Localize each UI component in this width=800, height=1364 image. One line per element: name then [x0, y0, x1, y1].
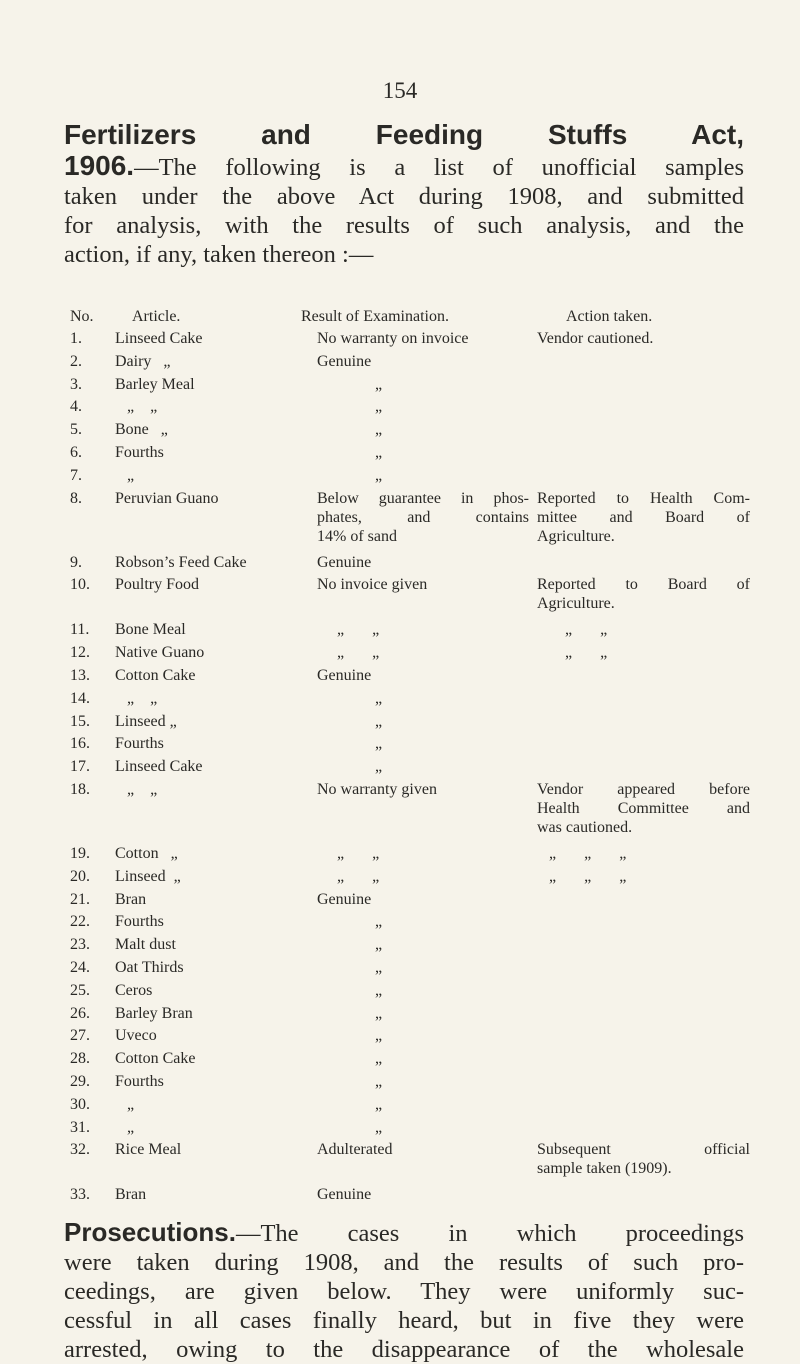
table-row: [70, 712, 750, 735]
table-row: [70, 1185, 750, 1208]
prosecutions-paragraph: [64, 1218, 744, 1364]
table-row: [70, 981, 750, 1004]
row-result: „: [375, 466, 383, 484]
row-number: 12.: [70, 644, 90, 662]
table-row: [70, 890, 750, 913]
header-article: Article.: [132, 308, 181, 325]
intro-line-3: taken under the above Act during 1908, and submitted: [64, 183, 744, 210]
row-number: 4.: [70, 398, 82, 416]
row-article: „ „: [115, 689, 158, 707]
prosecutions-heading: Prosecutions.: [64, 1217, 236, 1247]
row-number: 13.: [70, 666, 90, 684]
row-article: Malt dust: [115, 936, 176, 954]
page-number: 154: [382, 78, 418, 103]
row-number: 2.: [70, 352, 82, 370]
samples-table: [70, 307, 750, 1208]
row-result: No invoice given: [317, 576, 428, 594]
row-number: 10.: [70, 576, 90, 594]
row-article: „ „: [115, 398, 158, 416]
row-article: Fourths: [115, 443, 164, 461]
row-result: „: [375, 913, 383, 931]
table-row: [70, 397, 750, 420]
prosecutions-line-1: [64, 1218, 744, 1248]
row-article: Dairy „: [115, 352, 171, 370]
row-number: 31.: [70, 1118, 90, 1136]
table-row: [70, 1095, 750, 1118]
table-row: [70, 666, 750, 689]
row-number: 30.: [70, 1095, 90, 1113]
row-article: Linseed Cake: [115, 758, 203, 776]
row-action: Vendor appeared before Health Committee and was cautioned.: [537, 780, 750, 836]
table-row: [70, 329, 750, 352]
table-row: [70, 466, 750, 489]
row-number: 9.: [70, 553, 82, 571]
row-result: „: [375, 1118, 383, 1136]
row-number: 18.: [70, 780, 90, 798]
row-article: Cotton Cake: [115, 666, 196, 684]
row-article: Cotton Cake: [115, 1050, 196, 1068]
intro-line-1: [64, 120, 744, 151]
row-result: „ „: [317, 844, 380, 862]
row-result: „ „: [317, 867, 380, 885]
table-row: [70, 1072, 750, 1095]
row-article: Uveco: [115, 1027, 157, 1045]
row-number: 15.: [70, 712, 90, 730]
row-result: „: [375, 375, 383, 393]
row-result: „: [375, 689, 383, 707]
row-action: Vendor cautioned.: [537, 330, 654, 347]
row-result: „: [375, 398, 383, 416]
row-number: 17.: [70, 758, 90, 776]
table-row: [70, 844, 750, 867]
row-number: 29.: [70, 1072, 90, 1090]
prosecutions-line-3: ceedings, are given below. They were uniformly suc-: [64, 1278, 744, 1305]
row-result: No warranty given: [317, 780, 437, 798]
row-article: Bran: [115, 890, 147, 908]
row-result: „: [375, 981, 383, 999]
row-article: Fourths: [115, 913, 164, 931]
row-article: Linseed „: [115, 712, 177, 730]
row-number: 7.: [70, 466, 82, 484]
table-row: [70, 912, 750, 935]
header-action: Action taken.: [566, 308, 653, 325]
table-row: [70, 643, 750, 666]
row-article: Linseed Cake: [115, 330, 203, 347]
row-number: 11.: [70, 621, 90, 639]
row-number: 5.: [70, 421, 82, 439]
table-row: [70, 352, 750, 375]
table-row: [70, 1049, 750, 1072]
table-row: [70, 757, 750, 780]
row-result: Genuine: [317, 666, 372, 684]
row-number: 1.: [70, 330, 82, 347]
prosecutions-line-5: arrested, owing to the disappearance of the wholesale: [64, 1336, 744, 1363]
row-article: Bran: [115, 1186, 147, 1204]
row-result: „: [375, 421, 383, 439]
row-result: „: [375, 758, 383, 776]
intro-line-4: for analysis, with the results of such analysis, and the: [64, 212, 744, 239]
row-article: Cotton „: [115, 844, 178, 862]
row-article: Bone „: [115, 421, 168, 439]
row-number: 24.: [70, 958, 90, 976]
row-article: Linseed „: [115, 867, 181, 885]
row-result: „: [375, 1050, 383, 1068]
table-row: [70, 420, 750, 443]
row-article: Robson’s Feed Cake: [115, 553, 247, 571]
row-action: Subsequent official sample taken (1909).: [537, 1141, 750, 1178]
row-number: 6.: [70, 443, 82, 461]
row-result: Genuine: [317, 553, 372, 571]
row-action: „ „: [537, 621, 608, 639]
intro-paragraph: [64, 120, 744, 269]
row-article: Poultry Food: [115, 576, 200, 594]
row-article: Native Guano: [115, 644, 205, 662]
row-result: No warranty on invoice: [317, 330, 469, 347]
table-row: [70, 1004, 750, 1027]
row-action: „ „ „: [537, 867, 627, 885]
row-result: Adulterated: [317, 1141, 393, 1159]
row-result: „: [375, 1004, 383, 1022]
row-number: 16.: [70, 735, 90, 753]
table-row: [70, 734, 750, 757]
intro-line-2: [64, 151, 744, 182]
row-article: „ „: [115, 780, 158, 798]
row-result: „ „: [317, 644, 380, 662]
row-article: „: [115, 1118, 135, 1136]
row-action: Reported to Board of Agriculture.: [537, 576, 750, 613]
row-number: 23.: [70, 936, 90, 954]
row-number: 3.: [70, 375, 82, 393]
header-result: Result of Examination.: [301, 308, 449, 325]
table-row: [70, 1118, 750, 1141]
row-number: 26.: [70, 1004, 90, 1022]
row-result: „: [375, 936, 383, 954]
row-result: „: [375, 1072, 383, 1090]
prosecutions-line-2: were taken during 1908, and the results of such pro-: [64, 1249, 744, 1276]
row-article: „: [115, 1095, 135, 1113]
row-result: Genuine: [317, 890, 372, 908]
row-result: Genuine: [317, 1186, 372, 1204]
row-article: „: [115, 466, 135, 484]
table-row: [70, 575, 750, 620]
table-row: [70, 780, 750, 844]
row-article: Barley Bran: [115, 1004, 193, 1022]
row-number: 21.: [70, 890, 90, 908]
row-result: „: [375, 443, 383, 461]
row-number: 28.: [70, 1050, 90, 1068]
row-number: 19.: [70, 844, 90, 862]
row-result: „: [375, 958, 383, 976]
table-row: [70, 375, 750, 398]
row-action: „ „ „: [537, 844, 627, 862]
intro-line-5: action, if any, taken thereon :—: [64, 241, 374, 268]
row-number: 14.: [70, 689, 90, 707]
row-result: „: [375, 712, 383, 730]
row-action: Reported to Health Com- mittee and Board of Agriculture.: [537, 489, 750, 545]
row-result: Below guarantee in phos- phates, and contains 14% of sand: [317, 489, 529, 545]
table-header: [70, 307, 750, 329]
row-article: Peruvian Guano: [115, 489, 219, 507]
table-row: [70, 935, 750, 958]
row-number: 20.: [70, 867, 90, 885]
row-article: Rice Meal: [115, 1141, 182, 1159]
row-result: „: [375, 1095, 383, 1113]
section-heading-year: 1906.: [64, 150, 135, 181]
table-row: [70, 553, 750, 576]
row-number: 25.: [70, 981, 90, 999]
table-row: [70, 1026, 750, 1049]
table-row: [70, 1140, 750, 1185]
prosecutions-line-1-text: —The cases in which proceedings: [235, 1220, 744, 1247]
row-article: Bone Meal: [115, 621, 186, 639]
row-number: 8.: [70, 489, 82, 507]
table-row: [70, 867, 750, 890]
table-row: [70, 443, 750, 466]
table-row: [70, 689, 750, 712]
row-article: Fourths: [115, 735, 164, 753]
row-article: Oat Thirds: [115, 958, 184, 976]
row-action: „ „: [537, 644, 608, 662]
row-number: 32.: [70, 1141, 90, 1159]
row-result: „: [375, 735, 383, 753]
table-row: [70, 958, 750, 981]
table-row: [70, 489, 750, 553]
header-no: No.: [70, 308, 94, 325]
row-article: Barley Meal: [115, 375, 195, 393]
row-result: „: [375, 1027, 383, 1045]
section-heading: Fertilizers and Feeding Stuffs Act,: [64, 119, 744, 150]
row-result: Genuine: [317, 352, 372, 370]
prosecutions-line-4: cessful in all cases finally heard, but in five they were: [64, 1307, 744, 1334]
table-row: [70, 620, 750, 643]
row-number: 33.: [70, 1186, 90, 1204]
row-number: 22.: [70, 913, 90, 931]
row-article: Fourths: [115, 1072, 164, 1090]
row-number: 27.: [70, 1027, 90, 1045]
intro-line-2-text: —The following is a list of unofficial samples: [134, 154, 744, 181]
row-article: Ceros: [115, 981, 153, 999]
row-result: „ „: [317, 621, 380, 639]
